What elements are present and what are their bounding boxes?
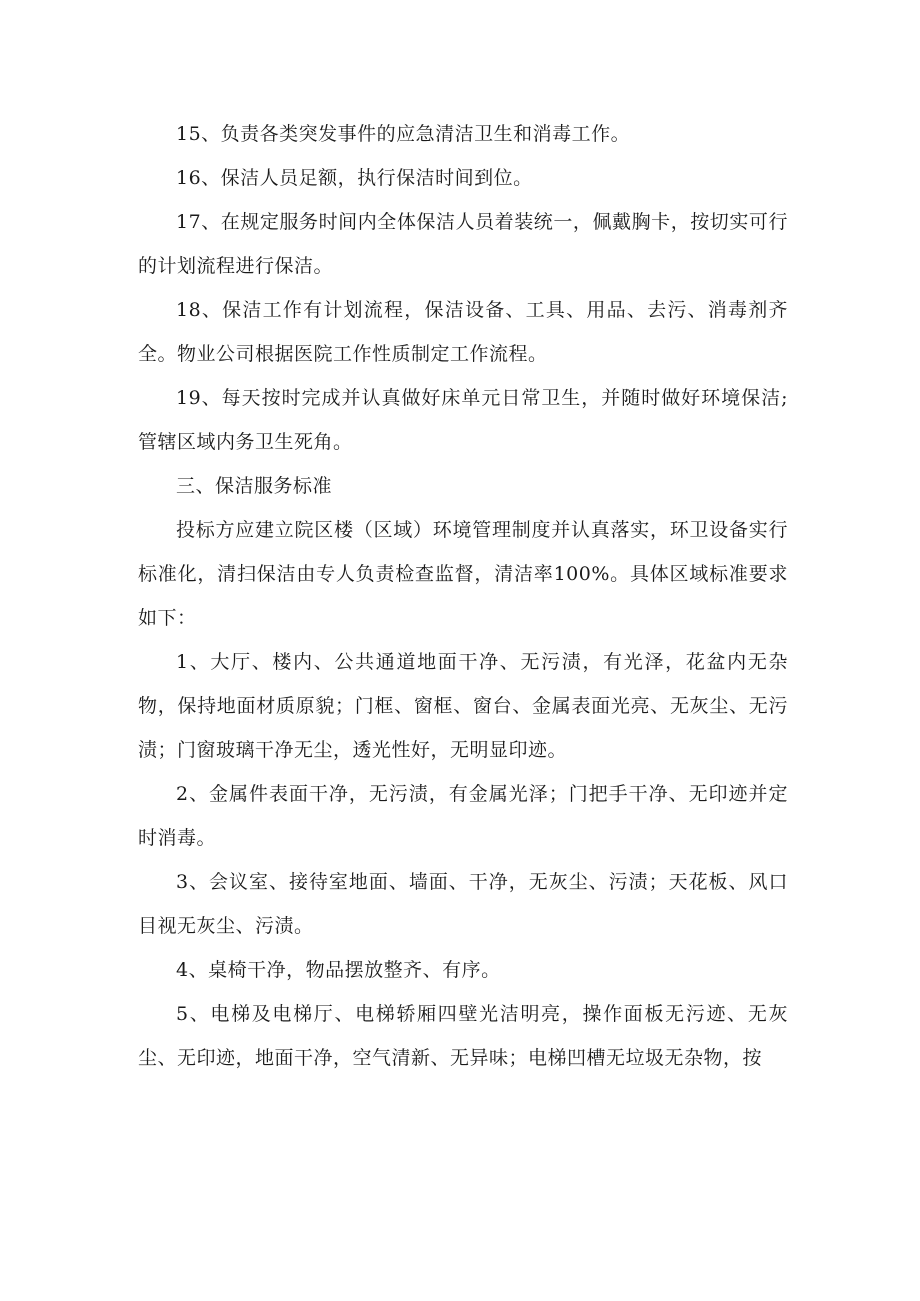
standard-5: 5、电梯及电梯厅、电梯轿厢四壁光洁明亮，操作面板无污迹、无灰尘、无印迹，地面干净，空气清新、无异味；电梯凹槽无垃圾无杂物，按 [138,1003,788,1069]
paragraph-17: 17、在规定服务时间内全体保洁人员着装统一，佩戴胸卡，按切实可行的计划流程进行保洁。 [138,211,788,277]
standard-2: 2、金属件表面干净，无污渍，有金属光泽；门把手干净、无印迹并定时消毒。 [138,783,788,849]
standard-3: 3、会议室、接待室地面、墙面、干净，无灰尘、污渍；天花板、风口目视无灰尘、污渍。 [138,871,788,937]
standard-1: 1、大厅、楼内、公共通道地面干净、无污渍，有光泽，花盆内无杂物，保持地面材质原貌；门框、窗框、窗台、金属表面光亮、无灰尘、无污渍；门窗玻璃干净无尘，透光性好，无明显印迹。 [138,651,788,761]
paragraph-18: 18、保洁工作有计划流程，保洁设备、工具、用品、去污、消毒剂齐全。物业公司根据医院工作性质制定工作流程。 [138,299,788,365]
paragraph-15: 15、负责各类突发事件的应急清洁卫生和消毒工作。 [176,123,631,145]
section-intro: 投标方应建立院区楼（区域）环境管理制度并认真落实，环卫设备实行标准化，清扫保洁由专人负责检查监督，清洁率100%。具体区域标准要求如下： [138,519,788,629]
paragraph-16: 16、保洁人员足额，执行保洁时间到位。 [176,167,533,189]
section-heading: 三、保洁服务标准 [176,475,333,497]
paragraph-19: 19、每天按时完成并认真做好床单元日常卫生，并随时做好环境保洁;管辖区域内务卫生死角。 [138,387,788,453]
standard-4: 4、桌椅干净，物品摆放整齐、有序。 [176,959,501,981]
document-page [138,112,788,1080]
